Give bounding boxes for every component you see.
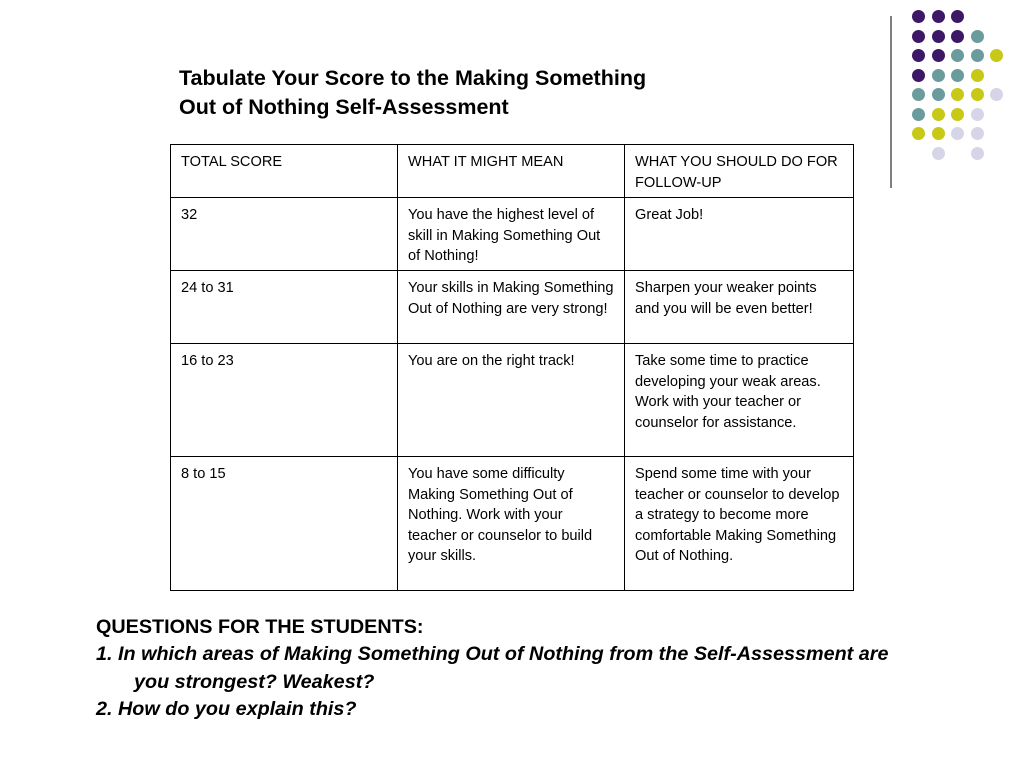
decorative-dot-grid [900, 10, 1010, 170]
header-follow-up: WHAT YOU SHOULD DO FOR FOLLOW-UP [625, 145, 854, 198]
follow-up-cell: Spend some time with your teacher or counselor to develop a strategy to become more comfortable Making Something Out of Nothing. [625, 457, 854, 591]
decorative-dot [932, 88, 945, 101]
slide-title [179, 64, 799, 122]
question-2: 2. How do you explain this? [96, 697, 357, 720]
table-row [171, 271, 854, 344]
decorative-dot [971, 49, 984, 62]
decorative-dot [912, 10, 925, 23]
meaning-cell: You are on the right track! [398, 344, 625, 457]
follow-up-cell: Great Job! [625, 198, 854, 271]
decorative-dot [971, 127, 984, 140]
decorative-dot [951, 30, 964, 43]
decorative-dot [912, 127, 925, 140]
header-total-score: TOTAL SCORE [171, 145, 398, 198]
score-cell: 32 [171, 198, 398, 271]
score-cell: 24 to 31 [171, 271, 398, 344]
decorative-dot [912, 69, 925, 82]
title-line-2: Out of Nothing Self-Assessment [179, 95, 509, 119]
title-line-1: Tabulate Your Score to the Making Something [179, 66, 647, 90]
decorative-dot [971, 30, 984, 43]
decorative-dot [971, 88, 984, 101]
decorative-dot [912, 108, 925, 121]
decorative-dot [912, 88, 925, 101]
question-1: 1. In which areas of Making Something Out of Nothing from the Self-Assessment are you strongest? Weakest? [96, 643, 889, 693]
table-header-row [171, 145, 854, 198]
questions-heading: QUESTIONS FOR THE STUDENTS: [96, 616, 424, 638]
decorative-dot [932, 30, 945, 43]
decorative-dot [951, 88, 964, 101]
decorative-dot [932, 147, 945, 160]
follow-up-cell: Take some time to practice developing your weak areas. Work with your teacher or counselor for assistance. [625, 344, 854, 457]
table-row [171, 344, 854, 457]
decorative-dot [951, 49, 964, 62]
decorative-dot [951, 127, 964, 140]
decorative-dot [971, 147, 984, 160]
decorative-dot [951, 69, 964, 82]
decorative-dot [932, 10, 945, 23]
decorative-dot [932, 127, 945, 140]
decorative-dot [912, 30, 925, 43]
decorative-dot [951, 108, 964, 121]
score-cell: 8 to 15 [171, 457, 398, 591]
decorative-divider [890, 16, 892, 188]
decorative-dot [932, 69, 945, 82]
follow-up-cell: Sharpen your weaker points and you will be even better! [625, 271, 854, 344]
score-cell: 16 to 23 [171, 344, 398, 457]
score-table [170, 144, 854, 591]
decorative-dot [990, 49, 1003, 62]
header-meaning: WHAT IT MIGHT MEAN [398, 145, 625, 198]
meaning-cell: You have the highest level of skill in Making Something Out of Nothing! [398, 198, 625, 271]
table-row [171, 198, 854, 271]
decorative-dot [932, 108, 945, 121]
table-row [171, 457, 854, 591]
meaning-cell: Your skills in Making Something Out of Nothing are very strong! [398, 271, 625, 344]
questions-section [96, 614, 896, 723]
meaning-cell: You have some difficulty Making Something Out of Nothing. Work with your teacher or counselor to build your skills. [398, 457, 625, 591]
decorative-dot [912, 49, 925, 62]
decorative-dot [951, 10, 964, 23]
decorative-dot [971, 108, 984, 121]
decorative-dot [932, 49, 945, 62]
decorative-dot [971, 69, 984, 82]
decorative-dot [990, 88, 1003, 101]
